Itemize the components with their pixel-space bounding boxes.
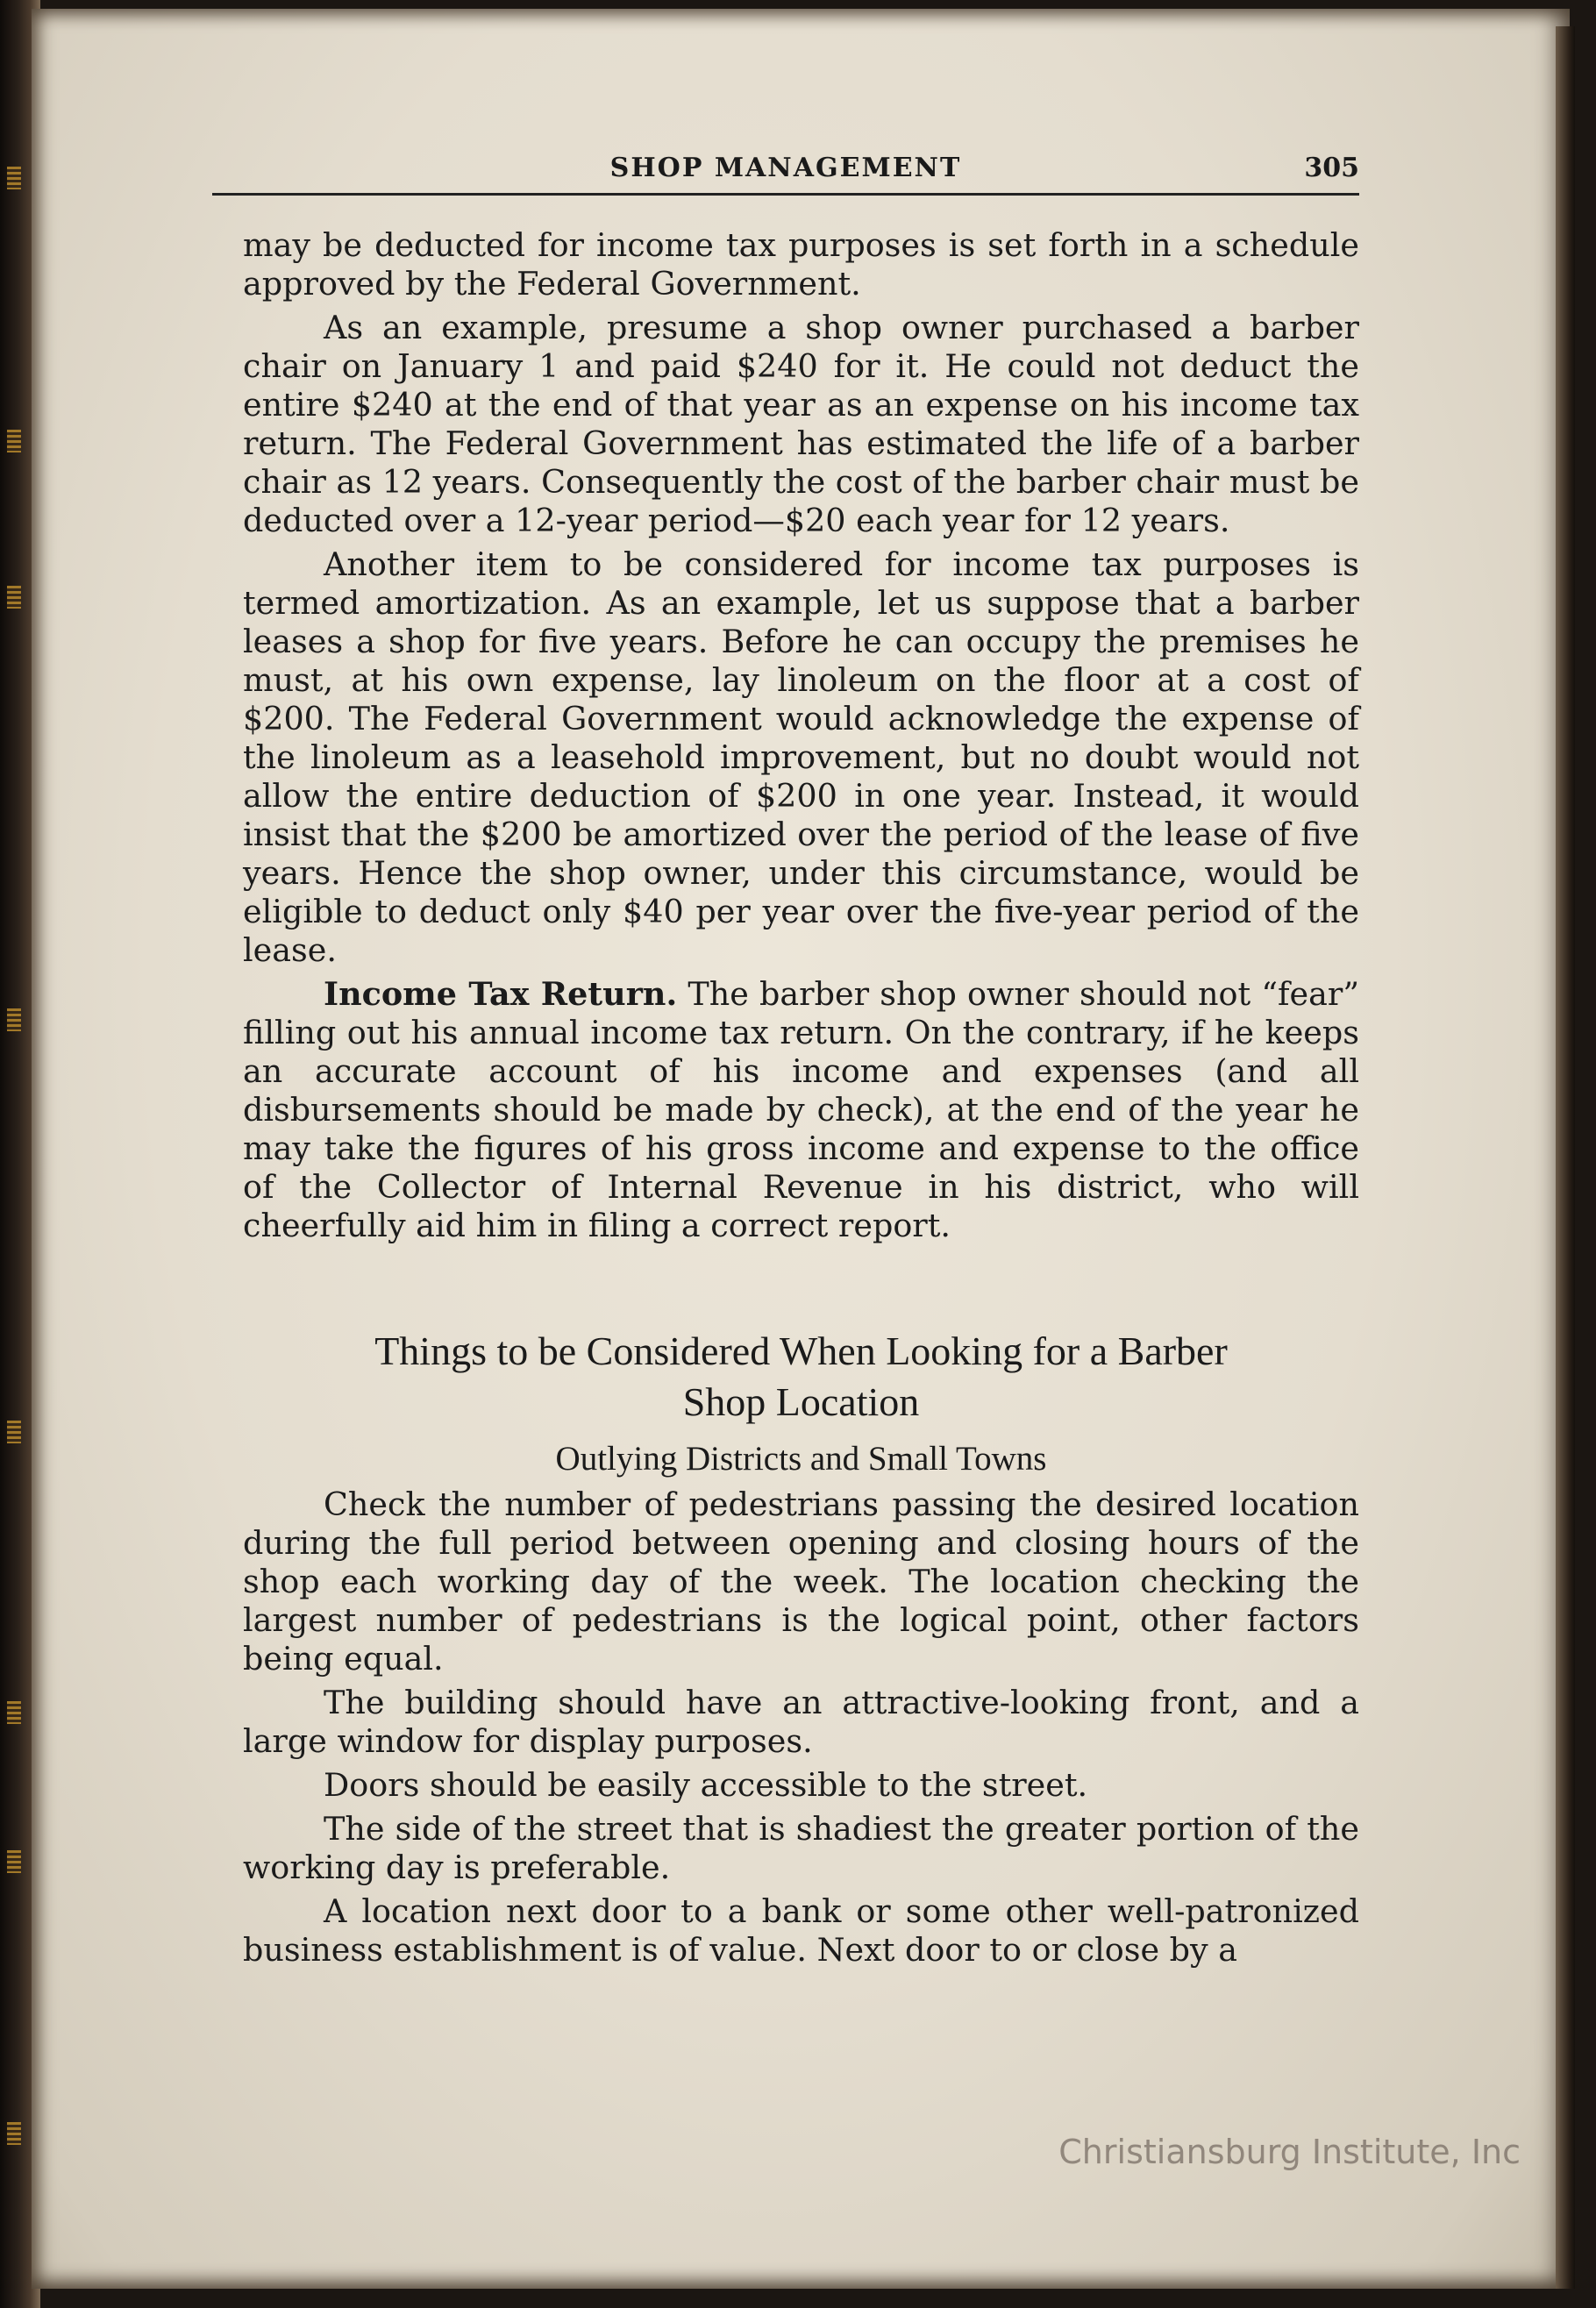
binding-ornament bbox=[7, 1008, 21, 1031]
paragraph-building-front: The building should have an attractive-looking front, and a large window for display purposes. bbox=[243, 1684, 1359, 1760]
body-text-block bbox=[243, 226, 1359, 1250]
paragraph-continuation: may be deducted for income tax purposes is set forth in a schedule approved by the Federal Government. bbox=[243, 226, 1359, 303]
page-header bbox=[212, 149, 1359, 196]
watermark: Christiansburg Institute, Inc bbox=[1058, 2133, 1521, 2171]
running-head: SHOP MANAGEMENT bbox=[609, 153, 962, 183]
binding-ornament bbox=[7, 1850, 21, 1873]
paragraph-doors: Doors should be easily accessible to the street. bbox=[324, 1766, 1088, 1804]
paragraph-location-next-door: A location next door to a bank or some other well-patronized business establishment is of value. Next door to or close by a bbox=[243, 1892, 1359, 1969]
paragraph-amortization: Another item to be considered for income tax purposes is termed amortization. As an example, let us suppose that a barber leases a shop for five years. Before he can occupy the premises he must, at his own expense, lay linoleum on the floor at a cost of $200. The Federal Government would acknowledge the expense of the linoleum as a leasehold improvement, but no doubt would not allow the entire deduction of $200 in one year. Instead, it would insist that the $200 be amortized over the period of the lease of five years. Hence the shop owner, under this circumstance, would be eligible to deduct only $40 per year over the five-year period of the lease. bbox=[243, 545, 1359, 969]
page-edge-shadow bbox=[1556, 26, 1575, 2289]
section-title-line-1: Things to be Considered When Looking for a Barber bbox=[374, 1329, 1228, 1373]
binding-ornament bbox=[7, 2122, 21, 2145]
paragraph-income-tax-return bbox=[243, 975, 1359, 1245]
binding-ornament bbox=[7, 1701, 21, 1724]
paragraph-lead-heading: Income Tax Return. bbox=[324, 975, 678, 1013]
section-block bbox=[243, 1326, 1359, 1975]
paragraph-body: The barber shop owner should not “fear” filling out his annual income tax return. On the contrary, if he keeps an accurate account of his income and expenses (and all disbursements should be made by check), at the end of the year he may take the figures of his gross income and expense to the office of the Collector of Internal Revenue in his district, who will cheerfully aid him in filing a correct report. bbox=[243, 975, 1359, 1244]
page-number: 305 bbox=[1304, 153, 1359, 183]
paragraph-shady-side: The side of the street that is shadiest the greater portion of the working day is preferable. bbox=[243, 1810, 1359, 1886]
binding-ornament bbox=[7, 1421, 21, 1443]
binding-ornament bbox=[7, 167, 21, 189]
section-title-line-2: Shop Location bbox=[682, 1379, 920, 1424]
binding-ornament bbox=[7, 430, 21, 452]
section-title bbox=[243, 1326, 1359, 1428]
binding-ornament bbox=[7, 586, 21, 609]
paragraph-depreciation-example: As an example, presume a shop owner purchased a barber chair on January 1 and paid $240 for it. He could not deduct the entire $240 at the end of that year as an expense on his income tax return. The Federal Government has estimated the life of a barber chair as 12 years. Consequently the cost of the barber chair must be deducted over a 12-year period—$20 each year for 12 years. bbox=[243, 309, 1359, 539]
paragraph-pedestrians: Check the number of pedestrians passing the desired location during the full period between opening and closing hours of the shop each working day of the week. The location checking the largest number of pedestrians is the logical point, other factors being equal. bbox=[243, 1485, 1359, 1678]
section-subtitle: Outlying Districts and Small Towns bbox=[555, 1440, 1047, 1478]
